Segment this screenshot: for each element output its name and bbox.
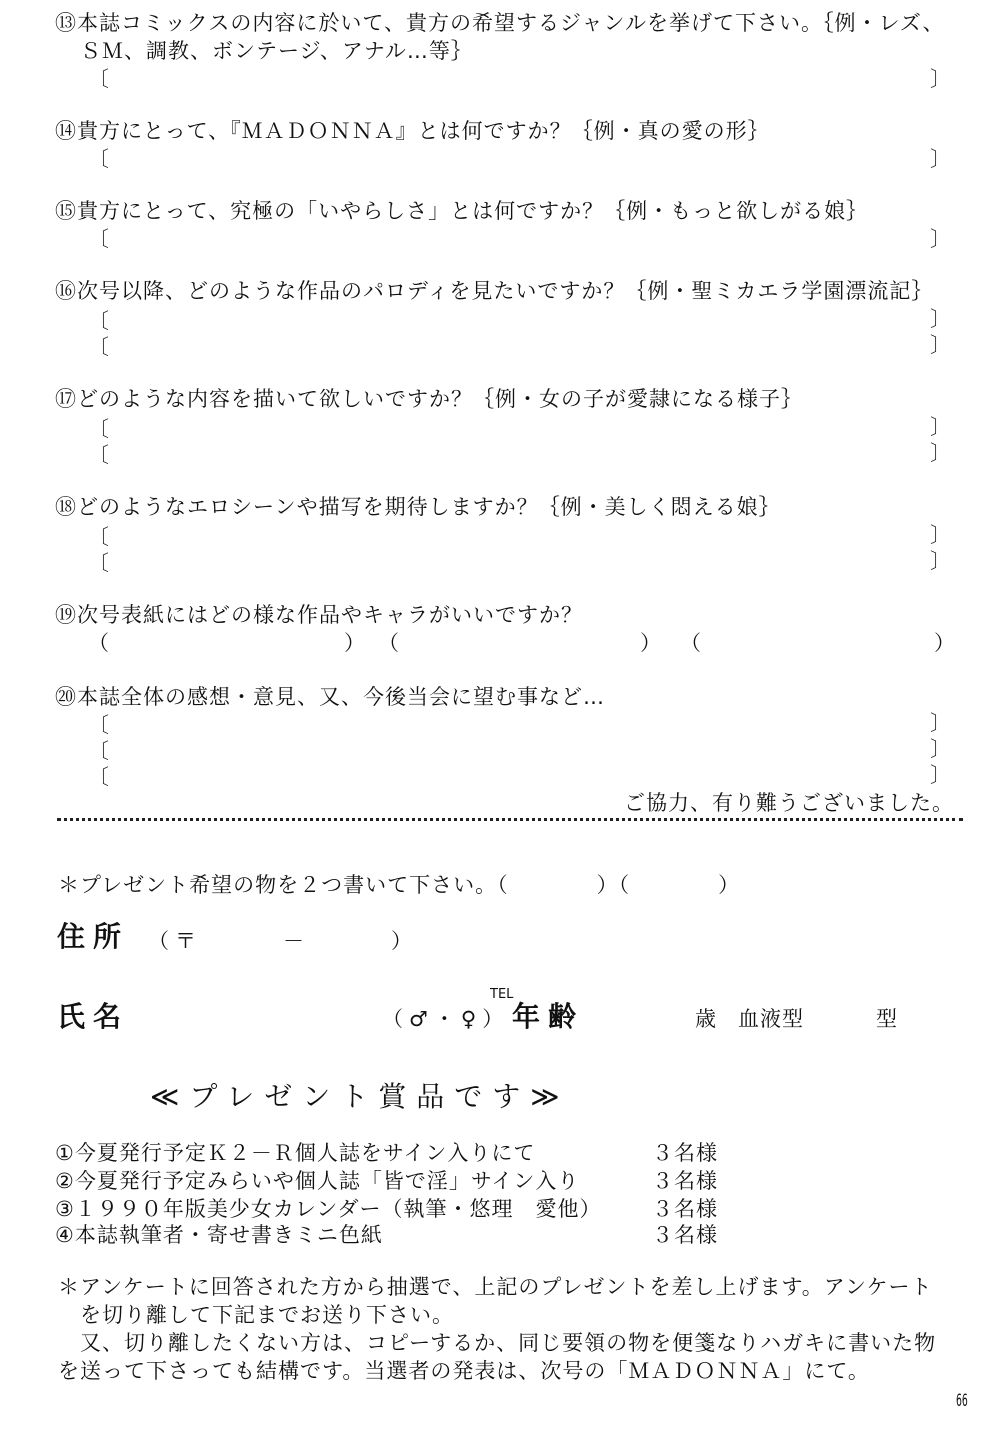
answer-18a-close: 〕 <box>930 523 951 547</box>
question-15: ⑮貴方にとって、究極の「いやらしさ」とは何ですか？｛例・もっと欲しがる娘｝ <box>55 199 869 223</box>
answer-19a-open: （ <box>88 631 109 655</box>
answer-20a-open: 〔 <box>88 713 109 737</box>
page-number: 66 <box>956 1391 968 1411</box>
answer-16a-open: 〔 <box>88 309 109 333</box>
answer-17a-open: 〔 <box>88 417 109 441</box>
question-17: ⑰どのような内容を描いて欲しいですか？｛例・女の子が愛隷になる様子｝ <box>55 387 803 411</box>
question-19: ⑲次号表紙にはどの様な作品やキャラがいいですか？ <box>55 603 583 627</box>
name-label: 氏名 <box>57 1000 130 1033</box>
answer-19c-open: （ <box>680 631 701 655</box>
present-request: ＊プレゼント希望の物を２つ書いて下さい。（ ）（ ） <box>58 873 741 897</box>
age-unit: 歳 <box>695 1007 717 1031</box>
answer-20c-close: 〕 <box>930 763 951 787</box>
prize-count-4: ３名様 <box>652 1223 718 1247</box>
prize-item-1: ①今夏発行予定Ｋ２－Ｒ個人誌をサイン入りにて <box>55 1141 536 1165</box>
question-16: ⑯次号以降、どのような作品のパロディを見たいですか？｛例・聖ミカエラ学園漂流記｝ <box>55 279 934 303</box>
note-line-2: を切り離して下記までお送り下さい。 <box>80 1303 454 1327</box>
sex-select: （♂・♀） <box>382 1007 510 1031</box>
answer-19b-open: （ <box>378 631 399 655</box>
blood-type-unit: 型 <box>876 1007 898 1031</box>
answer-19b-close: ） <box>640 631 661 655</box>
answer-17b-open: 〔 <box>88 443 109 467</box>
answer-14-open: 〔 <box>88 147 109 171</box>
answer-20b-open: 〔 <box>88 739 109 763</box>
prize-item-3: ③１９９０年版美少女カレンダー（執筆・悠理 愛他） <box>55 1197 602 1221</box>
question-14: ⑭貴方にとって、『ＭＡＤＯＮＮＡ』とは何ですか？｛例・真の愛の形｝ <box>55 119 770 143</box>
answer-19c-close: ） <box>934 631 955 655</box>
tel-label: TEL <box>490 987 514 1002</box>
age-label: 年齢 <box>512 1000 585 1033</box>
answer-15-open: 〔 <box>88 227 109 251</box>
address-label: 住所 <box>57 920 130 953</box>
note-line-1: ＊アンケートに回答された方から抽選で、上記のプレゼントを差し上げます。アンケート <box>58 1275 933 1299</box>
answer-20c-open: 〔 <box>88 765 109 789</box>
answer-15-close: 〕 <box>930 227 951 251</box>
note-line-3: 又、切り離したくない方は、コピーするか、同じ要領の物を便箋なりハガキに書いた物 <box>80 1331 937 1355</box>
answer-14-close: 〕 <box>930 147 951 171</box>
answer-13-close: 〕 <box>930 67 951 91</box>
answer-16a-close: 〕 <box>930 307 951 331</box>
cut-line <box>57 818 963 821</box>
question-13-line1: ⑬本誌コミックスの内容に於いて、貴方の希望するジャンルを挙げて下さい。｛例・レズ、 <box>55 11 945 35</box>
blood-type-label: 血液型 <box>738 1007 804 1031</box>
answer-16b-close: 〕 <box>930 333 951 357</box>
answer-20b-close: 〕 <box>930 737 951 761</box>
prize-title: ≪プレゼント賞品です≫ <box>150 1080 570 1113</box>
postal-code: （〒 － ） <box>148 929 418 953</box>
answer-18b-open: 〔 <box>88 551 109 575</box>
prize-item-4: ④本誌執筆者・寄せ書きミニ色紙 <box>55 1223 383 1247</box>
thanks-text: ご協力、有り難うございました。 <box>624 791 954 815</box>
question-13-line2: ＳＭ、調教、ボンテージ、アナル…等｝ <box>80 39 473 63</box>
answer-18a-open: 〔 <box>88 525 109 549</box>
note-line-4: を送って下さっても結構です。当選者の発表は、次号の「ＭＡＤＯＮＮＡ」にて。 <box>58 1359 870 1383</box>
answer-13-open: 〔 <box>88 67 109 91</box>
prize-item-2: ②今夏発行予定みらいや個人誌「皆で淫」サイン入り <box>55 1169 580 1193</box>
prize-count-3: ３名様 <box>652 1197 718 1221</box>
answer-17b-close: 〕 <box>930 441 951 465</box>
answer-20a-close: 〕 <box>930 711 951 735</box>
answer-16b-open: 〔 <box>88 335 109 359</box>
answer-17a-close: 〕 <box>930 415 951 439</box>
prize-count-1: ３名様 <box>652 1141 718 1165</box>
prize-count-2: ３名様 <box>652 1169 718 1193</box>
answer-19a-close: ） <box>344 631 365 655</box>
answer-18b-close: 〕 <box>930 549 951 573</box>
question-18: ⑱どのようなエロシーンや描写を期待しますか？｛例・美しく悶える娘｝ <box>55 495 781 519</box>
question-20: ⑳本誌全体の感想・意見、又、今後当会に望む事など… <box>55 685 605 709</box>
